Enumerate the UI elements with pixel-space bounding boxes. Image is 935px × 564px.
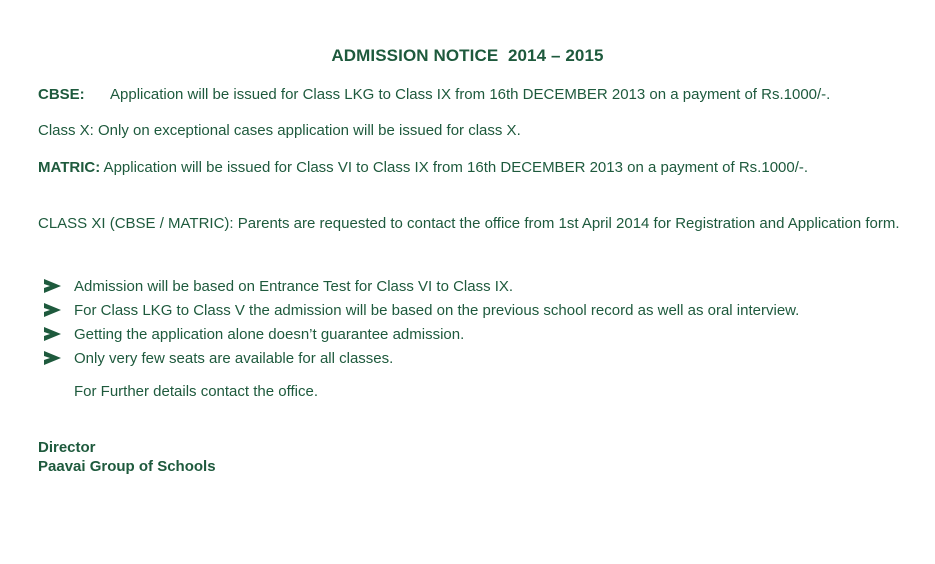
cbse-label: CBSE: bbox=[38, 86, 85, 103]
further-details-note: For Further details contact the office. bbox=[74, 383, 319, 400]
list-item bbox=[44, 322, 799, 346]
list-item bbox=[44, 346, 799, 370]
list-item bbox=[44, 274, 799, 298]
matric-line bbox=[38, 159, 808, 176]
class-x-line: Class X: Only on exceptional cases application will be issued for class X. bbox=[38, 122, 521, 139]
bullet-list bbox=[44, 274, 799, 370]
arrowhead-bullet-icon bbox=[44, 303, 61, 317]
notice-title: ADMISSION NOTICE 2014 – 2015 bbox=[331, 46, 604, 65]
cbse-text: Application will be issued for Class LKG to Class IX from 16th DECEMBER 2013 on a payment of Rs.1000/-. bbox=[110, 86, 831, 103]
matric-text: Application will be issued for Class VI to Class IX from 16th DECEMBER 2013 on a payment of Rs.1000/-. bbox=[100, 159, 809, 176]
signature-organization: Paavai Group of Schools bbox=[38, 458, 216, 475]
bullet-text: Only very few seats are available for all classes. bbox=[74, 349, 394, 367]
class-xi-paragraph: CLASS XI (CBSE / MATRIC): Parents are requested to contact the office from 1st April 2014 for Registration and Application form. bbox=[38, 215, 900, 232]
bullet-text: For Class LKG to Class V the admission will be based on the previous school record as well as oral interview. bbox=[74, 301, 800, 319]
bullet-text: Admission will be based on Entrance Test for Class VI to Class IX. bbox=[74, 277, 514, 295]
cbse-line bbox=[38, 86, 830, 103]
list-item bbox=[44, 298, 799, 322]
bullet-text: Getting the application alone doesn’t guarantee admission. bbox=[74, 325, 465, 343]
matric-label: MATRIC: bbox=[38, 159, 101, 176]
arrowhead-bullet-icon bbox=[44, 351, 61, 365]
arrowhead-bullet-icon bbox=[44, 327, 61, 341]
signature-role: Director bbox=[38, 439, 96, 456]
arrowhead-bullet-icon bbox=[44, 279, 61, 293]
